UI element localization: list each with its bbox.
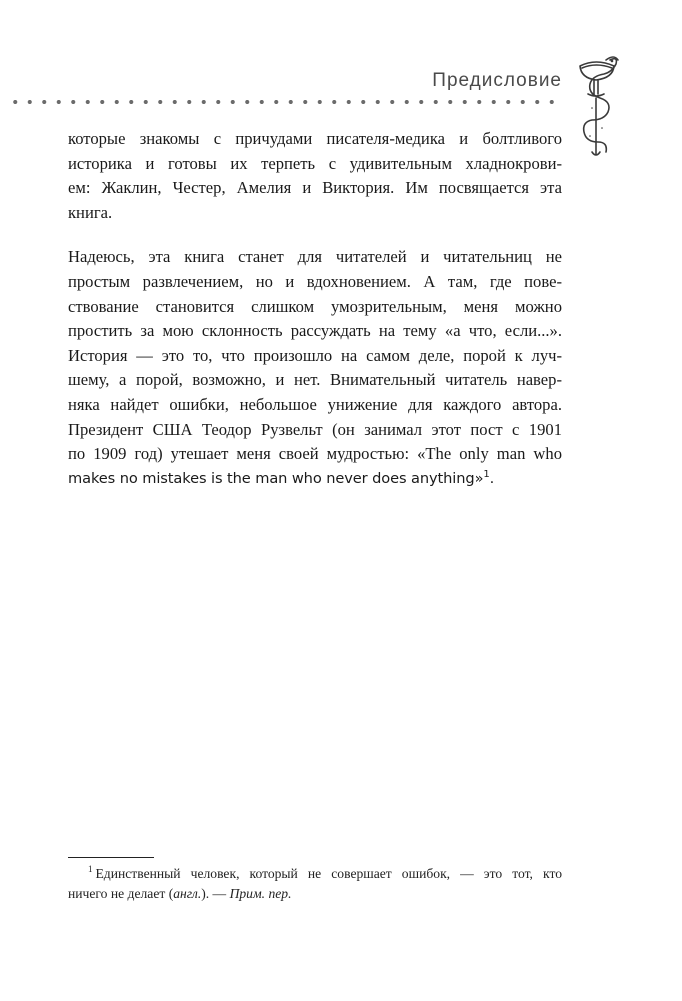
text-line-last: makes no mistakes is the man who never does anything»$^1$. xyxy=(68,468,495,487)
translator-note: Прим. пер. xyxy=(229,886,292,901)
caduceus-snake-bowl-icon xyxy=(568,48,624,160)
text-line: ствование становится слишком умозрительным, меня можно xyxy=(68,296,562,316)
footnote xyxy=(68,864,562,904)
footnote-text-2b: ). — xyxy=(201,886,230,901)
footnote-line-1 xyxy=(68,864,562,884)
text-line: которые знакомы с причудами писателя-медика и болтливого xyxy=(68,129,562,148)
text-line: простым развлечением, но и вдохновением. А там, где пове- xyxy=(68,271,562,291)
body-text xyxy=(68,127,562,491)
text-line: Президент США Теодор Рузвельт (он занимал этот пост с 1901 xyxy=(68,419,562,439)
text-line: няка найдет ошибки, небольшое унижение для каждого автора. xyxy=(68,394,562,414)
text-line: ем: Жаклин, Честер, Амелия и Виктория. Им посвящается эта xyxy=(68,178,562,198)
footnote-rule xyxy=(68,857,154,858)
text-line: Надеюсь, эта книга станет для читателей и читательниц не xyxy=(68,247,562,267)
footnote-text-2a: ничего не делает ( xyxy=(68,886,174,901)
text-line: простить за мою склонность рассуждать на тему «а что, если...». xyxy=(68,321,562,341)
dotted-header-rule xyxy=(8,99,560,105)
text-line: История — это то, что произошло на самом деле, порой к луч- xyxy=(68,345,562,365)
running-header-title: Предисловие xyxy=(432,70,562,91)
footnote-lang-abbrev: англ. xyxy=(173,886,202,901)
paragraph-1 xyxy=(68,127,562,225)
footnote-reference[interactable]: 1 xyxy=(483,468,490,480)
footnote-line-2 xyxy=(68,884,562,904)
text-line: историка и готовы их терпеть с удивительным хладнокрови- xyxy=(68,153,562,173)
footnote-text-1: Единственный человек, который не совершает ошибок, — это тот, кто xyxy=(95,866,562,881)
text-line: шему, а порой, возможно, и нет. Внимательный читатель навер- xyxy=(68,370,562,390)
paragraph-2 xyxy=(68,245,562,491)
text-line: по 1909 год) утешает меня своей мудростью: «The only man who xyxy=(68,444,562,464)
text-line: книга. xyxy=(68,202,113,222)
footnote-mark: 1 xyxy=(88,864,93,875)
quote-end-text: makes no mistakes is the man who never does anything» xyxy=(68,469,484,487)
